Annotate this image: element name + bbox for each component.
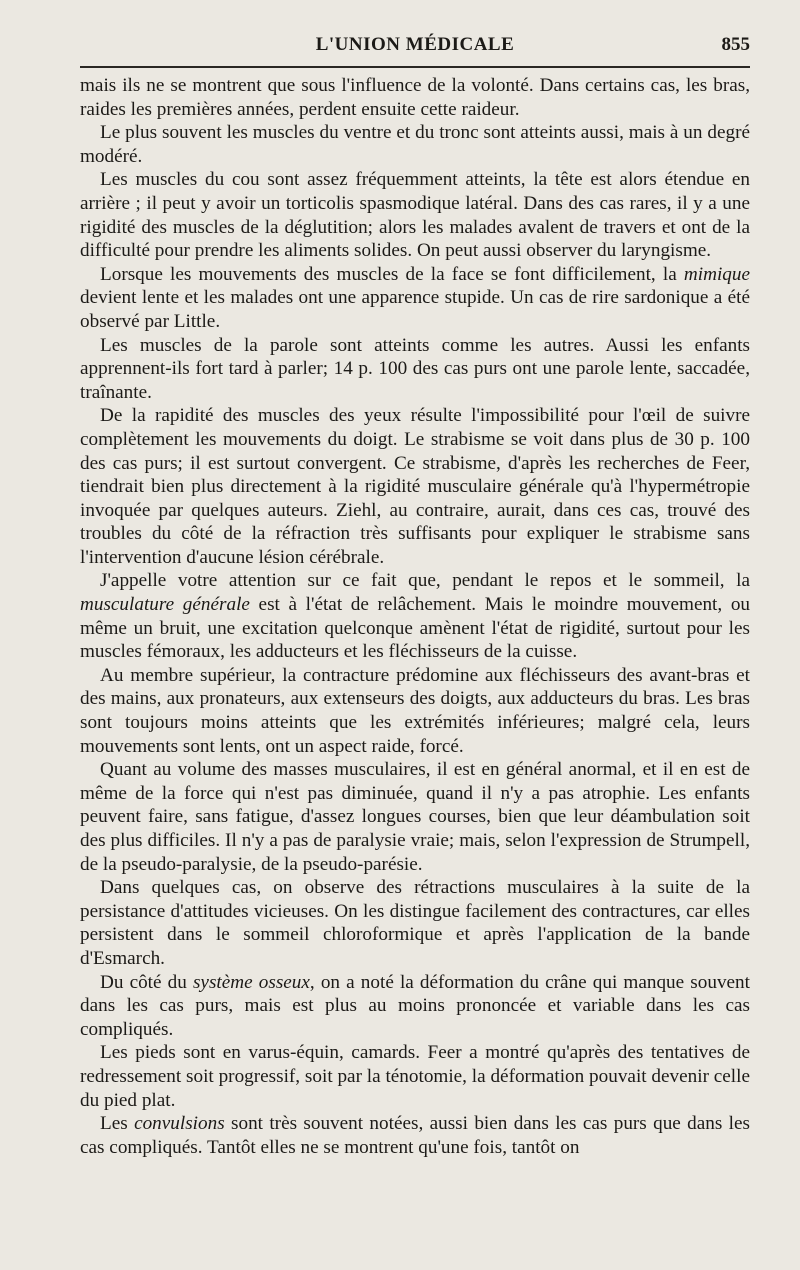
text-run: De la rapidité des muscles des yeux résulte l'impossibilité pour l'œil de suivre complètement les mouvements du doigt. Le strabisme se voit dans plus de 30 p. 100 des cas purs; il est surtout convergent. Ce strabisme, d'après les recherches de Feer, tiendrait bien plus directement à la rigidité musculaire générale qu'à l'hypermétropie invoquée par quelques auteurs. Ziehl, au contraire, aurait, dans ces cas, trouvé des troubles du côté de la réfraction très suffisants pour expliquer le strabisme sans l'intervention d'aucune lésion cérébrale. [80,405,750,568]
paragraph [80,334,750,405]
paragraph [80,758,750,876]
text-run: Dans quelques cas, on observe des rétractions musculaires à la suite de la persistance d'attitudes vicieuses. On les distingue facilement des contractures, car elles persistent dans le sommeil chloroformique et après l'application de la bande d'Esmarch. [80,877,750,969]
paragraph [80,971,750,1042]
paragraph [80,263,750,334]
paragraph [80,74,750,121]
italic-text: musculature générale [80,594,250,616]
text-run: Au membre supérieur, la contracture prédomine aux fléchisseurs des avant-bras et des mains, aux pronateurs, aux extenseurs des doigts, aux adducteurs du bras. Les bras sont toujours moins atteints que les extrémités inférieures; malgré cela, leurs mouvements sont lents, ont un aspect raide, forcé. [80,664,750,757]
text-run: Les [100,1113,135,1135]
header-rule [80,66,750,68]
italic-text: système osseux [192,971,310,993]
paragraph [80,1041,750,1112]
text-run: Les pieds sont en varus-équin, camards. Feer a montré qu'après des tentatives de redressement soit progressif, soit par la ténotomie, la déformation pouvait devenir celle du pied plat. [80,1042,750,1111]
paragraph [80,569,750,663]
text-run: Les muscles de la parole sont atteints comme les autres. Aussi les enfants apprennent-ils fort tard à parler; 14 p. 100 des cas purs ont une parole lente, saccadée, traînante. [80,334,750,403]
italic-text: mimique [683,263,750,285]
paragraph [80,168,750,262]
paragraph [80,664,750,758]
text-run: Quant au volume des masses musculaires, il est en général anormal, et il en est de même de la force qui n'est pas diminuée, quand il n'y a pas atrophie. Les enfants peuvent faire, sans fatigue, d'assez longues courses, bien que leur déambulation soit des plus difficiles. Il n'y a pas de paralysie vraie; mais, selon l'expression de Strumpell, de la pseudo-paralysie, de la pseudo-parésie. [80,759,750,875]
text-run: mais ils ne se montrent que sous l'influence de la volonté. Dans certains cas, les bras, raides les premières années, perdent ensuite cette raideur. [80,75,750,120]
text-run: Le plus souvent les muscles du ventre et du tronc sont atteints aussi, mais à un degré modéré. [80,122,750,167]
page-header [80,30,750,60]
text-run: devient lente et les malades ont une apparence stupide. Un cas de rire sardonique a été observé par Little. [80,287,750,332]
text-run: Du côté du [100,971,193,993]
page-number: 855 [721,34,750,55]
paragraph [80,876,750,970]
text-run: est à l'état de relâchement. Mais le moindre mouvement, ou même un bruit, une excitation quelconque amènent l'état de rigidité, surtout pour les muscles fémoraux, les adducteurs et les fléchisseurs de la cuisse. [80,594,751,663]
body-text [80,74,750,1159]
paragraph [80,1112,750,1159]
text-run: sont très souvent notées, aussi bien dans les cas purs que dans les cas compliqués. Tantôt elles ne se montrent qu'une fois, tantôt on [80,1113,750,1158]
italic-text: convulsions [134,1113,225,1135]
text-run: , on a noté la déformation du crâne qui manque souvent dans les cas purs, mais est plus au moins prononcée et variable dans les cas compliqués. [80,971,750,1040]
paragraph [80,404,750,569]
running-head: L'UNION MÉDICALE [315,34,515,55]
text-run: Les muscles du cou sont assez fréquemment atteints, la tête est alors étendue en arrière ; il peut y avoir un torticolis spasmodique latéral. Dans des cas rares, il y a une rigidité des muscles de la déglutition; alors les malades avalent de travers et ont de la difficulté pour prendre les aliments solides. On peut aussi observer du laryngisme. [80,169,750,262]
text-run: Lorsque les mouvements des muscles de la face se font difficilement, la [100,263,684,285]
paragraph [80,121,750,168]
text-run: J'appelle votre attention sur ce fait que, pendant le repos et le sommeil, la [100,570,750,592]
